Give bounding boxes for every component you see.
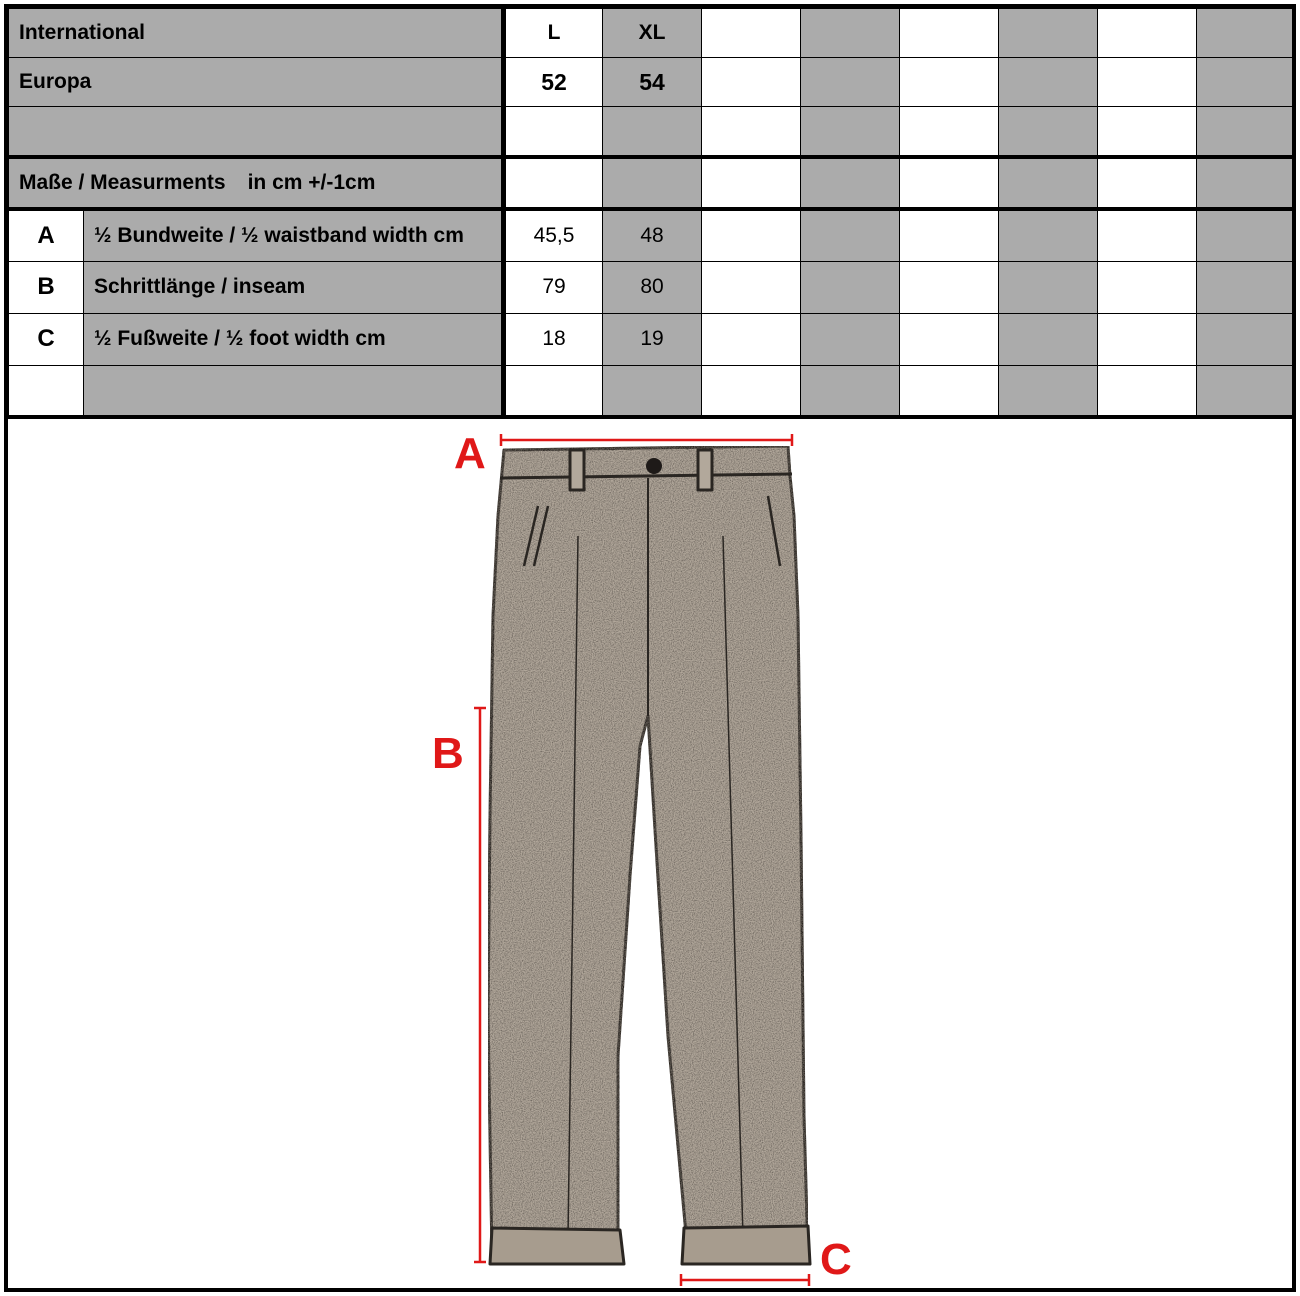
empty-cell <box>1197 313 1293 365</box>
empty-cell <box>900 9 999 58</box>
international-label: International <box>9 9 504 58</box>
empty-cell <box>900 209 999 261</box>
row-spacer <box>9 107 1293 158</box>
empty-cell <box>1098 209 1197 261</box>
empty-cell <box>1197 365 1293 417</box>
measure-label-c: ½ Fußweite / ½ foot width cm <box>84 313 504 365</box>
empty-cell <box>999 261 1098 313</box>
trousers-icon <box>488 446 810 1264</box>
size-eu-52: 52 <box>504 58 603 107</box>
empty-cell <box>1197 107 1293 158</box>
measure-b-l: 79 <box>504 261 603 313</box>
empty-cell <box>999 9 1098 58</box>
empty-cell <box>999 313 1098 365</box>
measure-a-xl: 48 <box>603 209 702 261</box>
empty-cell <box>801 58 900 107</box>
measure-label-a: ½ Bundweite / ½ waistband width cm <box>84 209 504 261</box>
empty-cell <box>603 365 702 417</box>
marker-a: A <box>454 429 486 478</box>
empty-cell <box>900 58 999 107</box>
measure-letter-b: B <box>9 261 84 313</box>
row-measurements-header <box>9 157 1293 209</box>
size-eu-54: 54 <box>603 58 702 107</box>
cuff-left <box>490 1228 624 1264</box>
measure-letter-a: A <box>9 209 84 261</box>
cuff-right <box>682 1226 810 1264</box>
row-measure-b <box>9 261 1293 313</box>
empty-cell <box>1197 58 1293 107</box>
empty-cell <box>801 313 900 365</box>
empty-cell <box>1197 261 1293 313</box>
belt-loop-right <box>698 450 712 490</box>
marker-c: C <box>820 1235 852 1284</box>
empty-cell <box>999 209 1098 261</box>
empty-cell <box>702 261 801 313</box>
empty-cell <box>801 209 900 261</box>
empty-cell <box>1098 261 1197 313</box>
measure-c-xl: 19 <box>603 313 702 365</box>
empty-cell <box>9 365 84 417</box>
size-int-xl: XL <box>603 9 702 58</box>
europa-label: Europa <box>9 58 504 107</box>
empty-cell <box>504 365 603 417</box>
size-table <box>8 8 1293 419</box>
empty-cell <box>504 157 603 209</box>
empty-cell <box>702 58 801 107</box>
row-europa <box>9 58 1293 107</box>
empty-cell <box>1098 58 1197 107</box>
empty-cell <box>9 107 504 158</box>
measurements-unit: in cm +/-1cm <box>247 171 376 194</box>
button-icon <box>646 458 662 474</box>
measure-line-a <box>501 434 792 446</box>
measurements-header <box>9 157 504 209</box>
measure-c-l: 18 <box>504 313 603 365</box>
empty-cell <box>1197 157 1293 209</box>
empty-cell <box>702 209 801 261</box>
empty-cell <box>900 261 999 313</box>
measure-line-b <box>474 708 486 1262</box>
empty-cell <box>801 157 900 209</box>
empty-cell <box>1098 365 1197 417</box>
empty-cell <box>801 9 900 58</box>
empty-cell <box>84 365 504 417</box>
empty-cell <box>900 157 999 209</box>
empty-cell <box>603 157 702 209</box>
empty-cell <box>1098 313 1197 365</box>
row-international <box>9 9 1293 58</box>
empty-cell <box>999 365 1098 417</box>
measurements-label: Maße / Measurments <box>19 171 226 194</box>
empty-cell <box>900 313 999 365</box>
marker-b: B <box>432 729 464 778</box>
empty-cell <box>900 365 999 417</box>
empty-cell <box>1098 9 1197 58</box>
empty-cell <box>999 107 1098 158</box>
size-int-l: L <box>504 9 603 58</box>
measure-a-l: 45,5 <box>504 209 603 261</box>
row-measure-a <box>9 209 1293 261</box>
empty-cell <box>801 261 900 313</box>
empty-cell <box>1098 157 1197 209</box>
empty-cell <box>801 107 900 158</box>
empty-cell <box>702 107 801 158</box>
measure-b-xl: 80 <box>603 261 702 313</box>
empty-cell <box>504 107 603 158</box>
belt-loop-left <box>570 450 584 490</box>
empty-cell <box>999 157 1098 209</box>
measure-line-c <box>681 1274 809 1286</box>
empty-cell <box>702 157 801 209</box>
empty-cell <box>999 58 1098 107</box>
empty-cell <box>1197 209 1293 261</box>
empty-cell <box>801 365 900 417</box>
row-measure-c <box>9 313 1293 365</box>
measure-label-b: Schrittlänge / inseam <box>84 261 504 313</box>
size-chart <box>4 4 1296 1292</box>
empty-cell <box>702 313 801 365</box>
trousers-figure <box>8 416 1292 1288</box>
empty-cell <box>702 9 801 58</box>
measure-letter-c: C <box>9 313 84 365</box>
empty-cell <box>1098 107 1197 158</box>
empty-cell <box>603 107 702 158</box>
row-empty <box>9 365 1293 417</box>
empty-cell <box>702 365 801 417</box>
empty-cell <box>1197 9 1293 58</box>
empty-cell <box>900 107 999 158</box>
